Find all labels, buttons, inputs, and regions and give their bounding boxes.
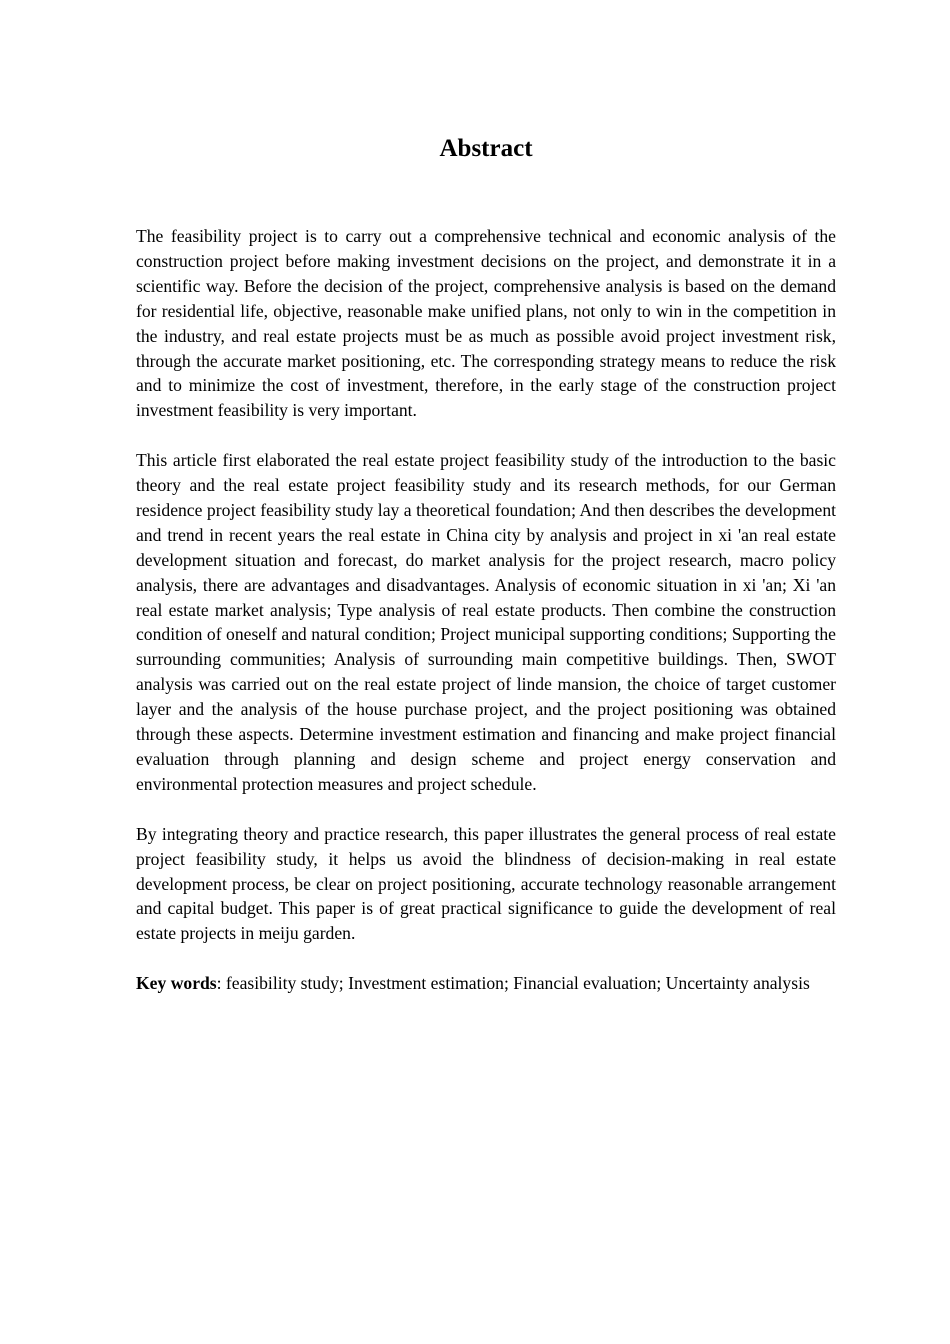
document-page <box>136 0 836 996</box>
keywords-label: Key words <box>136 973 217 994</box>
keywords-text: : feasibility study; Investment estimation; Financial evaluation; Uncertainty analysis <box>216 973 810 994</box>
abstract-title: Abstract <box>439 135 533 162</box>
keywords-line <box>136 971 836 996</box>
abstract-paragraph-3: By integrating theory and practice research, this paper illustrates the general process of real estate project feasibility study, it helps us avoid the blindness of decision-making in real estate development process, be clear on project positioning, accurate technology reasonable arrangement and capital budget. This paper is of great practical significance to guide the development of real estate projects in meiju garden. <box>136 823 836 944</box>
abstract-paragraph-2: This article first elaborated the real estate project feasibility study of the introduction to the basic theory and the real estate project feasibility study and its research methods, for our German residence project feasibility study lay a theoretical foundation; And then describes the development and trend in recent years the real estate in China city by analysis and project in xi 'an real estate development situation and forecast, do market analysis for the project research, macro policy analysis, there are advantages and disadvantages. Analysis of economic situation in xi 'an; Xi 'an real estate market analysis; Type analysis of real estate products. Then combine the construction condition of oneself and natural condition; Project municipal supporting conditions; Supporting the surrounding communities; Analysis of surrounding main competitive buildings. Then, SWOT analysis was carried out on the real estate project of linde mansion, the choice of target customer layer and the analysis of the house purchase project, and the project positioning was obtained through these aspects. Determine investment estimation and financing and make project financial evaluation through planning and design scheme and project energy conservation and environmental protection measures and project schedule. <box>136 450 836 794</box>
abstract-paragraph-1: The feasibility project is to carry out a comprehensive technical and economic analysis of the construction project before making investment decisions on the project, and demonstrate it in a scientific way. Before the decision of the project, comprehensive analysis is based on the demand for residential life, objective, reasonable make unified plans, not only to win in the competition in the industry, and real estate projects must be as much as possible avoid project investment risk, through the accurate market positioning, etc. The corresponding strategy means to reduce the risk and to minimize the cost of investment, therefore, in the early stage of the construction project investment feasibility is very important. <box>136 226 836 421</box>
